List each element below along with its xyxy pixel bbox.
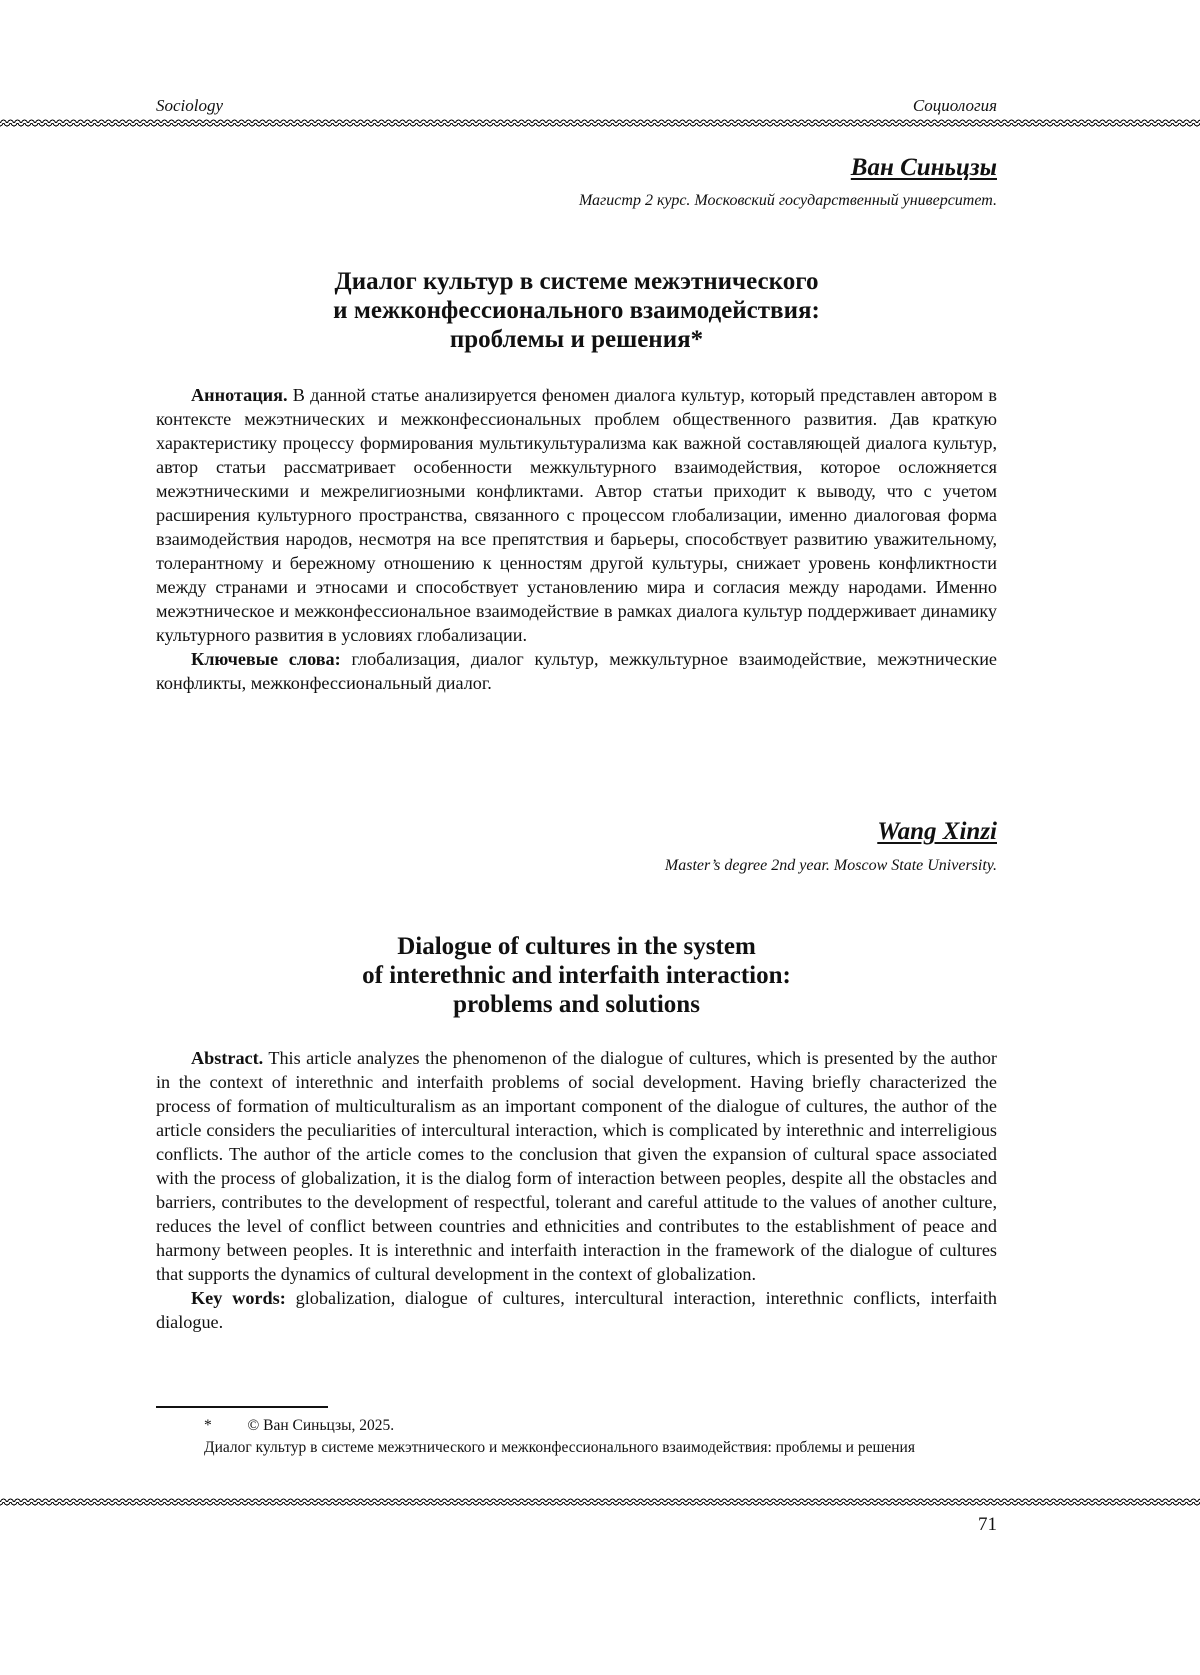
keywords-label-en: Key words: [191,1288,286,1308]
journal-section-en: Sociology [156,96,224,115]
journal-section-ru: Социология [912,96,997,115]
author-name-ru: Ван Синьцзы [850,154,997,181]
abstract-label-ru: Аннотация. [191,385,288,405]
abstract-label-en: Abstract. [191,1048,264,1068]
title-line: of interethnic and interfaith interaction: [362,962,791,989]
footnote-marker: * [204,1417,212,1434]
author-affiliation-ru: Магистр 2 курс. Московский государственный университет. [578,192,997,209]
abstract-text-ru: В данной статье анализируется феномен диалога культур, который представлен автором в контексте межэтнических и межконфессиональных проблем общественного развития. Дав краткую характеристику процессу формирования мультикультурализма как важной составляющей диалога культур, автор статьи рассматривает особенности межкультурного взаимодействия, которое осложняется межэтническими и межрелигиозными конфликтами. Автор статьи приходит к выводу, что с учетом расширения культурного пространства, связанного с процессом глобализации, именно диалоговая форма взаимодействия народов, несмотря на все препятствия и барьеры, способствует развитию уважительному, толерантному и бережному отношению к ценностям другой культуры, снижает уровень конфликтности между странами и этносами и способствует установлению мира и согласия между народами. Именно межэтническое и межконфессиональное взаимодействие в рамках диалога культур поддерживает динамику культурного развития в условиях глобализации. [156,385,997,645]
footnote-title: Диалог культур в системе межэтнического и межконфессионального взаимодействия: проблемы и решения [204,1439,915,1456]
abstract-text-en: This article analyzes the phenomenon of the dialogue of cultures, which is presented by the author in the context of interethnic and interfaith problems of social development. Having briefly characterized the process of formation of multiculturalism as an important component of the dialogue of cultures, the author of the article considers the peculiarities of intercultural interaction, which is complicated by interethnic and interreligious conflicts. The author of the article comes to the conclusion that given the expansion of cultural space associated with the process of globalization, it is the dialog form of interaction between peoples, despite all the obstacles and barriers, contributes to the development of respectful, tolerant and careful attitude to the values of another culture, reduces the level of conflict between countries and ethnicities and contributes to the establishment of peace and harmony between peoples. It is interethnic and interfaith interaction in the framework of the dialogue of cultures that supports the dynamics of cultural development in the context of globalization. [156,1048,997,1284]
footnote-copyright-line [156,1415,997,1437]
footer-border [0,1498,1200,1506]
keywords-text-ru: глобализация, диалог культур, межкультурное взаимодействие, межэтнические конфликты, межконфессиональный диалог. [156,649,998,693]
title-line: проблемы и решения* [449,326,704,353]
title-line: Dialogue of cultures in the system [397,933,756,960]
title-line: и межконфессионального взаимодействия: [333,297,820,324]
page-number: 71 [978,1514,997,1535]
article-title-en [156,932,997,1019]
abstract-paragraph-ru [156,383,997,647]
footnote [156,1415,997,1459]
footnote-divider [156,1406,328,1408]
article-title-ru [156,267,997,354]
abstract-en [156,1046,997,1334]
title-line: Диалог культур в системе межэтнического [334,268,819,295]
keywords-text-en: globalization, dialogue of cultures, intercultural interaction, interethnic conflicts, interfaith dialogue. [156,1288,997,1332]
author-name-en: Wang Xinzi [877,818,997,845]
keywords-paragraph-ru [156,647,997,695]
keywords-paragraph-en [156,1286,997,1334]
keywords-label-ru: Ключевые слова: [191,649,341,669]
header-border [0,119,1200,127]
title-line: problems and solutions [453,991,700,1018]
author-affiliation-en: Master’s degree 2nd year. Moscow State University. [664,857,997,874]
abstract-paragraph-en [156,1046,997,1286]
footnote-copyright: © Ван Синьцзы, 2025. [247,1417,395,1434]
abstract-ru [156,383,997,695]
running-header [156,96,997,116]
